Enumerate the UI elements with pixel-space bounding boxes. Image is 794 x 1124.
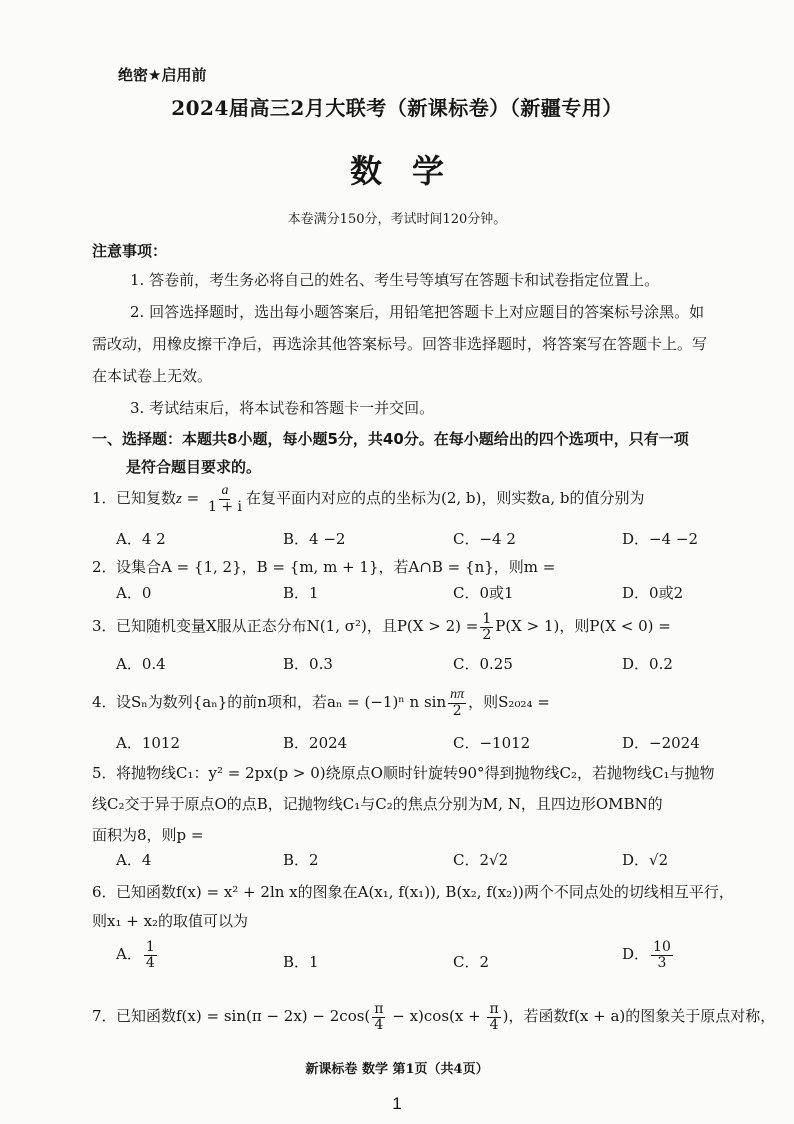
notice-title: 注意事项： bbox=[92, 242, 168, 260]
numerator: 1 bbox=[145, 939, 155, 955]
question-number: 2． bbox=[92, 558, 117, 576]
denominator: 4 bbox=[489, 1016, 499, 1033]
question-2 bbox=[92, 556, 555, 577]
question-1 bbox=[92, 484, 644, 514]
question-text: )，若函数f(x + a)的图象关于原点对称， bbox=[502, 1007, 776, 1026]
numerator: nπ bbox=[450, 687, 465, 702]
q3-option-b: B．0.3 bbox=[283, 655, 333, 673]
q1-option-d: D．−4 −2 bbox=[622, 530, 699, 548]
question-5 bbox=[92, 762, 715, 783]
section-heading-line-1: 一、选择题：本题共8小题，每小题5分，共40分。在每小题给出的四个选项中，只有一项 bbox=[92, 430, 689, 448]
fraction bbox=[651, 940, 673, 970]
option-label: D． bbox=[622, 945, 650, 964]
fraction bbox=[372, 1002, 385, 1032]
exam-title: 2024届高三2月大联考（新课标卷）（新疆专用） bbox=[171, 96, 623, 120]
denominator: 2 bbox=[482, 626, 492, 643]
section-heading-line-2: 是符合题目要求的。 bbox=[126, 458, 262, 476]
page-number: 1 bbox=[392, 1094, 402, 1113]
section-heading bbox=[92, 425, 772, 481]
q3-option-c: C．0.25 bbox=[453, 655, 513, 673]
denominator: 3 bbox=[657, 954, 667, 971]
numerator: π bbox=[374, 1001, 384, 1017]
denominator: 4 bbox=[374, 1016, 384, 1033]
question-number: 3． bbox=[92, 617, 117, 636]
confidential-label: 绝密★启用前 bbox=[118, 66, 207, 84]
question-5-line-2: 线C₂交于异于原点O的点B，记抛物线C₁与C₂的焦点分别为M, N，且四边形OMBN的 bbox=[92, 795, 663, 813]
q5-option-d: D．√2 bbox=[622, 851, 669, 869]
question-text: 已知复数 bbox=[116, 489, 177, 508]
q4-option-c: C．−1012 bbox=[453, 734, 531, 752]
q6-option-a bbox=[116, 940, 159, 970]
fraction bbox=[144, 940, 157, 970]
q5-option-a: A．4 bbox=[116, 851, 152, 869]
q2-option-d: D．0或2 bbox=[622, 584, 684, 602]
numerator: π bbox=[489, 1001, 499, 1017]
question-text: 设集合A = {1, 2}，B = {m, m + 1}，若A∩B = {n}，则m = bbox=[116, 558, 556, 576]
fraction bbox=[487, 1002, 500, 1032]
notice-line-2: 2. 回答选择题时，选出每小题答案后，用铅笔把答题卡上对应题目的答案标号涂黑。如 bbox=[130, 303, 705, 321]
page-footer: 新课标卷 数学 第1页（共4页） bbox=[305, 1062, 489, 1077]
notice-line-4: 在本试卷上无效。 bbox=[92, 367, 213, 385]
question-text: 已知函数f(x) = x² + 2ln x的图象在A(x₁, f(x₁)), B(x₂, f(x₂))两个不同点处的切线相互平行， bbox=[116, 883, 734, 901]
option-label: A． bbox=[116, 945, 142, 964]
question-text: ，则S₂₀₂₄ = bbox=[468, 693, 550, 712]
question-4 bbox=[92, 688, 550, 718]
q6-option-d bbox=[622, 940, 675, 970]
question-7 bbox=[92, 1002, 775, 1032]
numerator: 1 bbox=[482, 611, 492, 627]
q3-option-d: D．0.2 bbox=[622, 655, 673, 673]
question-number: 6． bbox=[92, 883, 117, 901]
question-text: 将抛物线C₁：y² = 2px(p > 0)绕原点O顺时针旋转90°得到抛物线C₂，若抛物线C₁与抛物 bbox=[116, 764, 715, 782]
fraction bbox=[448, 688, 466, 718]
subject-title: 数学 bbox=[349, 152, 474, 190]
question-6 bbox=[92, 881, 734, 902]
question-number: 1． bbox=[92, 489, 117, 508]
question-number: 7． bbox=[92, 1007, 117, 1026]
q2-option-c: C．0或1 bbox=[453, 584, 514, 602]
question-number: 4． bbox=[92, 693, 117, 712]
numerator: a bbox=[221, 483, 229, 498]
question-text: 在复平面内对应的点的坐标为(2, b)，则实数a, b的值分别为 bbox=[245, 489, 645, 508]
question-text: 设Sₙ为数列{aₙ}的前n项和，若aₙ = (−1)ⁿ n sin bbox=[116, 693, 447, 712]
notice-line-1: 1. 答卷前，考生务必将自己的姓名、考生号等填写在答题卡和试卷指定位置上。 bbox=[130, 271, 660, 289]
q1-option-b: B．4 −2 bbox=[283, 530, 346, 548]
question-text: P(X > 1)，则P(X < 0) = bbox=[495, 617, 671, 636]
numerator: 10 bbox=[653, 939, 671, 955]
denominator: 2 bbox=[452, 702, 462, 719]
q6-option-b: B．1 bbox=[283, 953, 319, 971]
question-3 bbox=[92, 612, 671, 642]
variable: z bbox=[176, 491, 182, 508]
notice-line-5: 3. 考试结束后，将本试卷和答题卡一并交回。 bbox=[130, 399, 435, 417]
question-text: − x)cos(x + bbox=[387, 1007, 486, 1026]
q2-option-a: A．0 bbox=[116, 584, 152, 602]
q4-option-b: B．2024 bbox=[283, 734, 348, 752]
question-text: 已知随机变量X服从正态分布N(1, σ²)，且P(X > 2) = bbox=[116, 617, 479, 636]
q3-option-a: A．0.4 bbox=[116, 655, 166, 673]
q5-option-c: C．2√2 bbox=[453, 851, 509, 869]
notice-line-3: 需改动，用橡皮擦干净后，再选涂其他答案标号。回答非选择题时，将答案写在答题卡上。写 bbox=[92, 335, 708, 353]
denominator: 1 + i bbox=[207, 498, 242, 515]
fraction bbox=[480, 612, 493, 642]
q1-option-a: A．4 2 bbox=[116, 530, 166, 548]
fraction bbox=[206, 484, 244, 514]
q4-option-a: A．1012 bbox=[116, 734, 181, 752]
q6-option-c: C．2 bbox=[453, 953, 490, 971]
q2-option-b: B．1 bbox=[283, 584, 319, 602]
question-text: 已知函数f(x) = sin(π − 2x) − 2cos( bbox=[116, 1007, 371, 1026]
q5-option-b: B．2 bbox=[283, 851, 319, 869]
exam-meta: 本卷满分150分，考试时间120分钟。 bbox=[287, 212, 507, 227]
question-5-line-3: 面积为8，则p = bbox=[92, 826, 204, 844]
q1-option-c: C．−4 2 bbox=[453, 530, 516, 548]
equals: = bbox=[181, 489, 204, 508]
q4-option-d: D．−2024 bbox=[622, 734, 700, 752]
question-6-line-2: 则x₁ + x₂的取值可以为 bbox=[92, 912, 249, 930]
denominator: 4 bbox=[145, 954, 155, 971]
question-number: 5． bbox=[92, 764, 117, 782]
